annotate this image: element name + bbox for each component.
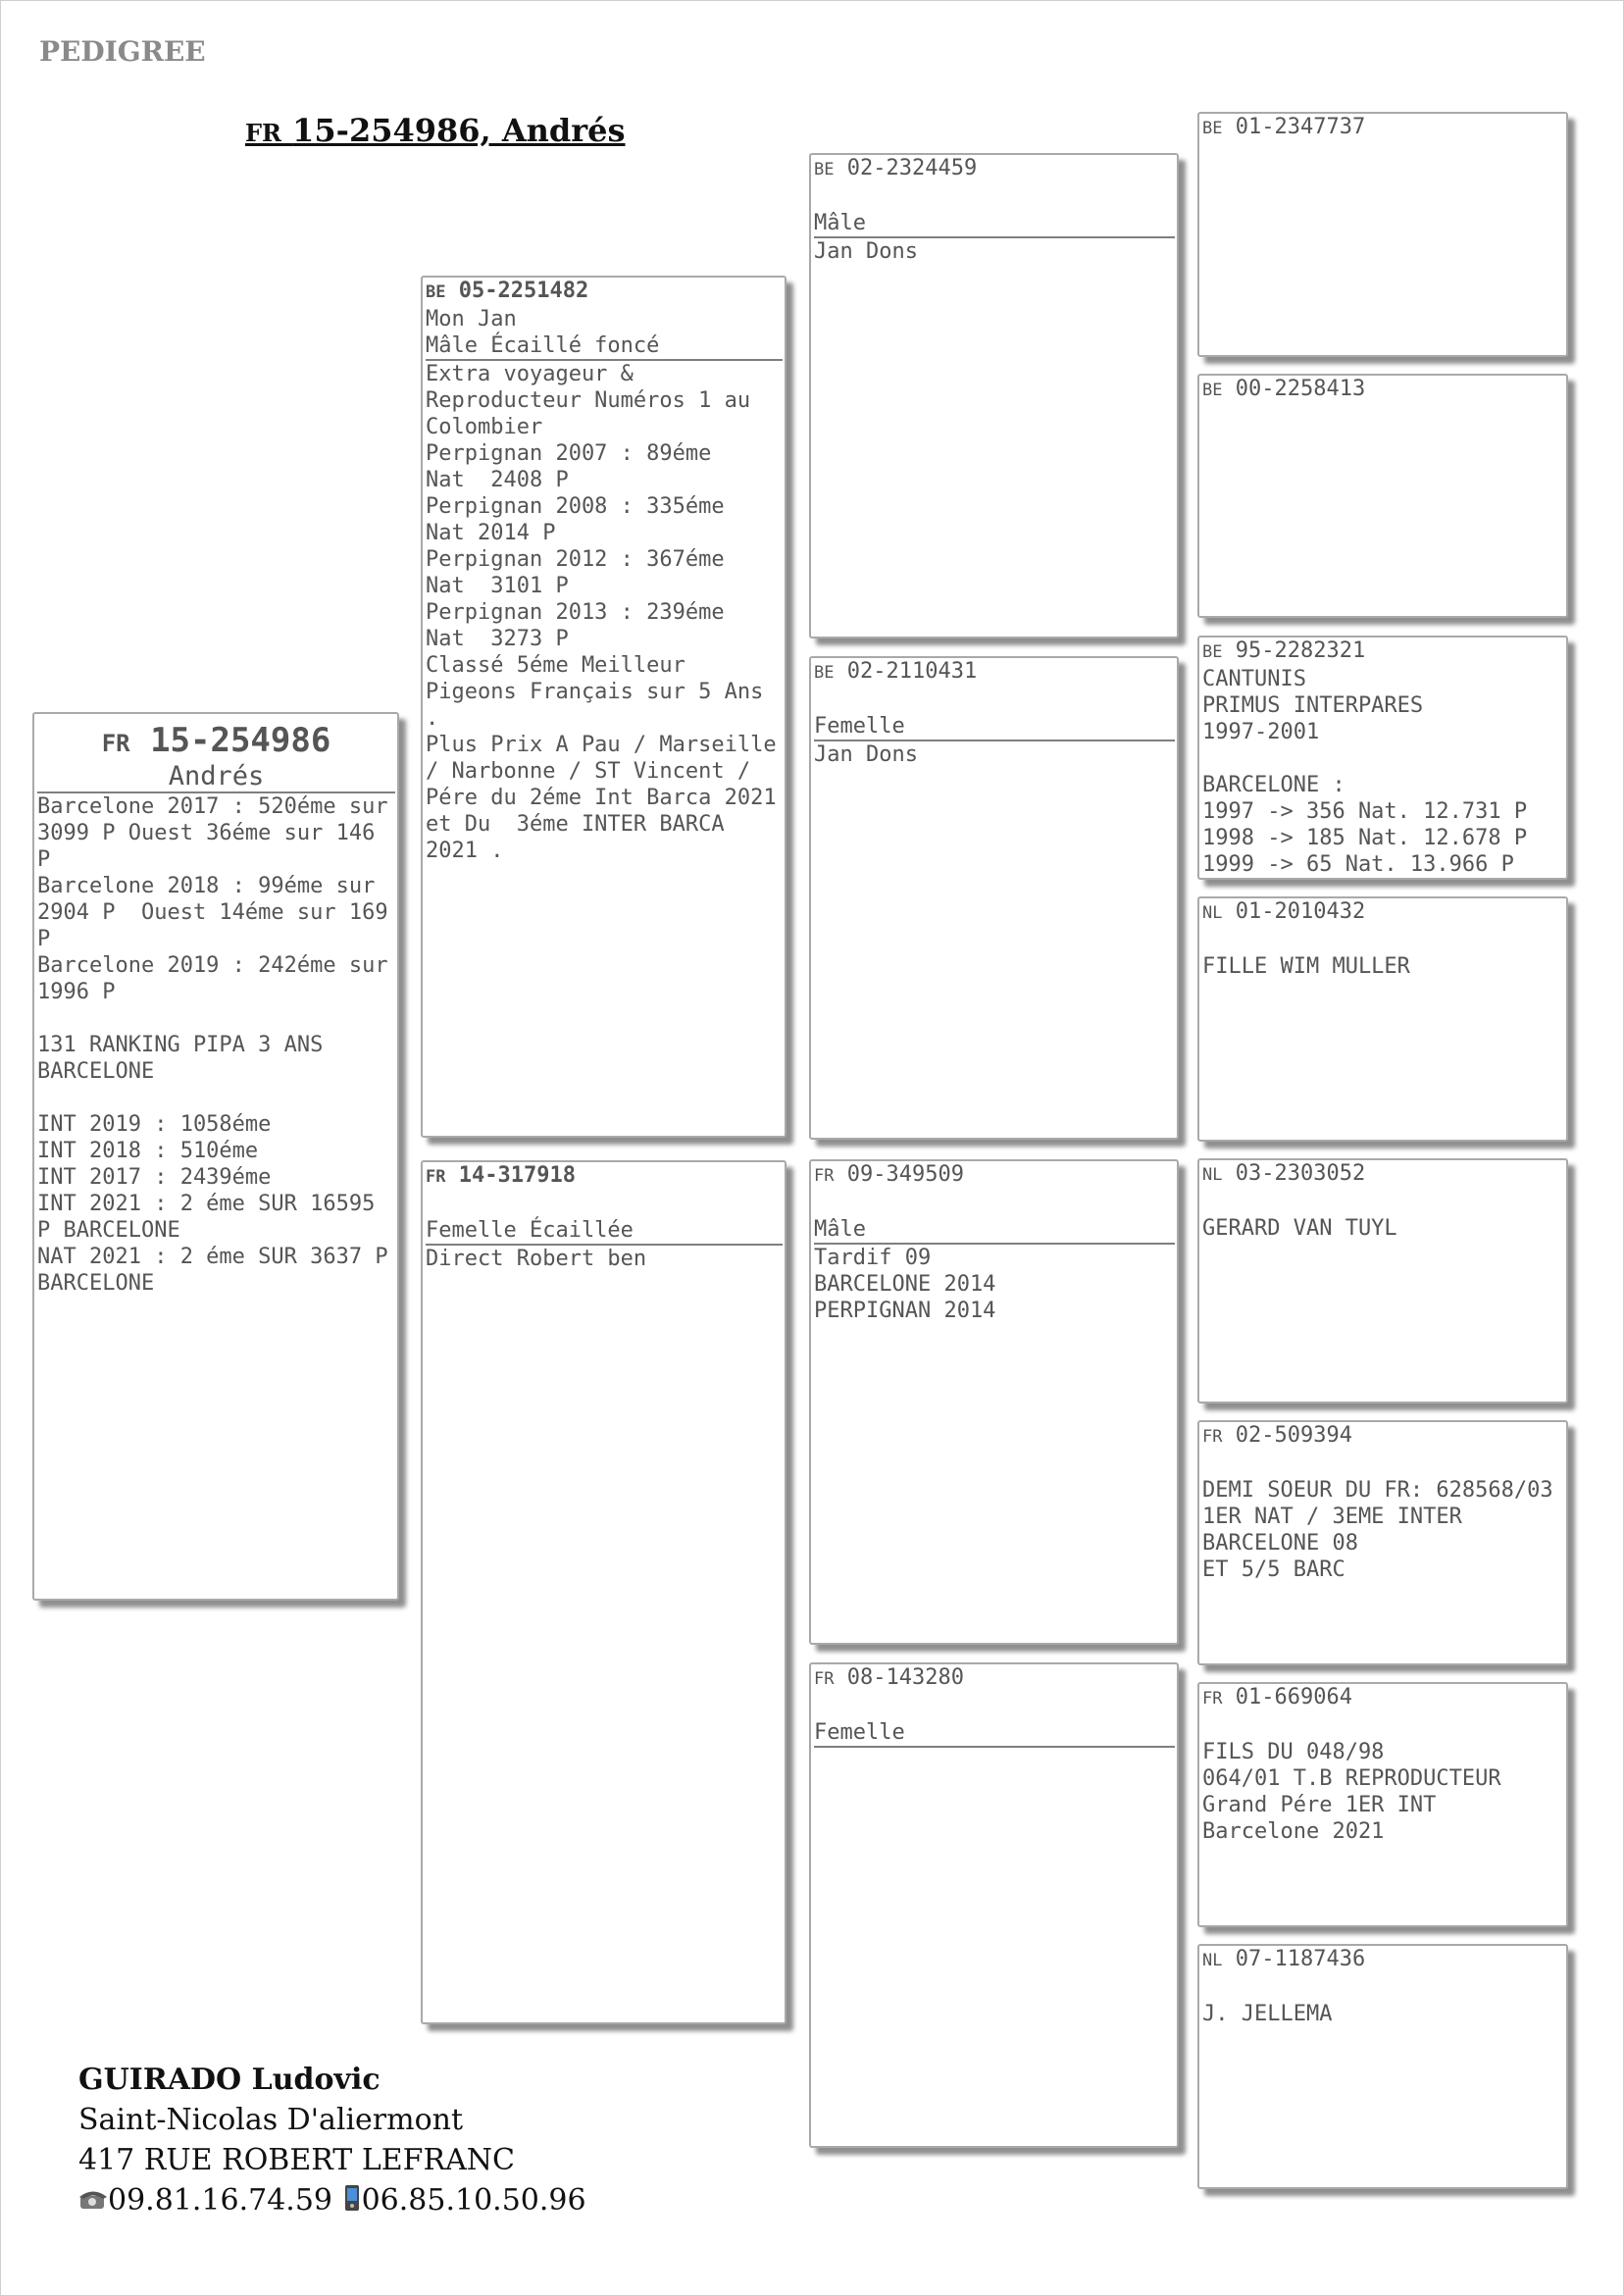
dam-sex: Femelle Écaillée	[426, 1217, 783, 1246]
dam-notes: Direct Robert ben	[426, 1247, 647, 1271]
great-grandparent-ring: 95-2282321	[1235, 638, 1366, 663]
great-grandparent-notes: FILS DU 048/98 064/01 T.B REPRODUCTEUR Grand Pére 1ER INT Barcelone 2021	[1202, 1740, 1501, 1844]
owner-city: Saint-Nicolas D'aliermont	[78, 2103, 464, 2137]
grandparent-header	[814, 1161, 1175, 1190]
page-label: PEDIGREE	[39, 35, 206, 68]
great-grandparent-header	[1202, 898, 1564, 927]
grandparent-ring: 02-2324459	[846, 156, 978, 180]
subject-country: FR	[101, 730, 130, 757]
sire-notes: Extra voyageur & Reproducteur Numéros 1 au Colombier Perpignan 2007 : 89éme Nat 2408 P Perpignan 2008 : 335éme Nat 2014 P Perpignan 2012 : 367éme Nat 3101 P Perpignan 2013 : 239éme Nat 3273 P Classé 5éme Meilleur Pigeons Français sur 5 Ans . Plus Prix A Pau / Marseille / Narbonne / ST Vincent / Pére du 2éme Int Barca 2021 et Du 3éme INTER BARCA 2021 .	[426, 362, 777, 863]
great-grandparent-header	[1202, 638, 1564, 666]
grandparent-country: FR	[814, 1669, 835, 1689]
grandparent-sex: Mâle	[814, 1216, 1175, 1245]
grandparent-ring: 08-143280	[846, 1665, 964, 1690]
grandparent-notes: Tardif 09 BARCELONE 2014 PERPIGNAN 2014	[814, 1246, 996, 1323]
great-grandparent-card	[1197, 1944, 1568, 2189]
great-grandparent-ring: 02-509394	[1235, 1423, 1352, 1448]
grandparent-country: BE	[814, 663, 835, 683]
great-grandparent-ring: 01-2010432	[1235, 899, 1366, 924]
great-grandparent-country: FR	[1202, 1427, 1223, 1447]
sire-card	[421, 276, 787, 1138]
great-grandparent-country: NL	[1202, 903, 1223, 923]
great-grandparent-card	[1197, 896, 1568, 1142]
grandparent-country: BE	[814, 160, 835, 179]
great-grandparent-ring: 01-669064	[1235, 1685, 1352, 1709]
grandparent-country: FR	[814, 1166, 835, 1186]
owner-phones	[78, 2180, 586, 2220]
great-grandparent-card	[1197, 112, 1568, 357]
great-grandparent-notes: FILLE WIM MULLER	[1202, 954, 1410, 979]
great-grandparent-notes: DEMI SOEUR DU FR: 628568/03 1ER NAT / 3EME INTER BARCELONE 08 ET 5/5 BARC	[1202, 1478, 1553, 1582]
great-grandparent-country: BE	[1202, 642, 1223, 662]
great-grandparent-country: FR	[1202, 1689, 1223, 1709]
dam-ring: 14-317918	[458, 1163, 576, 1188]
grandparent-sex: Femelle	[814, 1719, 1175, 1748]
sire-sex: Mâle Écaillé foncé	[426, 332, 783, 361]
great-grandparent-ring: 01-2347737	[1235, 115, 1366, 139]
grandparent-header	[814, 155, 1175, 183]
dam-country: FR	[426, 1167, 446, 1187]
grandparent-card	[809, 1662, 1179, 2148]
great-grandparent-ring: 07-1187436	[1235, 1947, 1366, 1971]
grandparent-name-blank	[814, 183, 1175, 210]
grandparent-header	[814, 1664, 1175, 1693]
subject-card	[32, 712, 399, 1601]
dam-card	[421, 1160, 787, 2024]
grandparent-sex: Mâle	[814, 210, 1175, 238]
great-grandparent-ring: 03-2303052	[1235, 1161, 1366, 1186]
great-grandparent-header	[1202, 1160, 1564, 1189]
great-grandparent-card	[1197, 374, 1568, 618]
subject-name: Andrés	[37, 762, 395, 793]
great-grandparent-country: BE	[1202, 381, 1223, 400]
title-country: FR	[245, 119, 281, 147]
owner-address: 417 RUE ROBERT LEFRANC	[78, 2143, 515, 2177]
great-grandparent-header	[1202, 376, 1564, 404]
title-ring: 15-254986, Andrés	[292, 112, 626, 149]
grandparent-ring: 02-2110431	[846, 659, 978, 684]
grandparent-name-blank	[814, 687, 1175, 713]
great-grandparent-country: BE	[1202, 119, 1223, 138]
grandparent-ring: 09-349509	[846, 1162, 964, 1187]
subject-ring: 15-254986	[150, 721, 331, 760]
sire-header	[426, 278, 783, 306]
great-grandparent-country: NL	[1202, 1165, 1223, 1185]
great-grandparent-card	[1197, 1682, 1568, 1927]
great-grandparent-notes: GERARD VAN TUYL	[1202, 1216, 1397, 1241]
subject-header	[37, 722, 395, 762]
owner-mobile: 06.85.10.50.96	[361, 2183, 586, 2218]
grandparent-card	[809, 153, 1179, 638]
grandparent-name-blank	[814, 1693, 1175, 1719]
owner-phone: 09.81.16.74.59	[108, 2183, 333, 2218]
great-grandparent-card	[1197, 636, 1568, 880]
great-grandparent-country: NL	[1202, 1951, 1223, 1970]
owner-block	[78, 2060, 586, 2220]
grandparent-name-blank	[814, 1190, 1175, 1216]
grandparent-header	[814, 658, 1175, 687]
great-grandparent-header	[1202, 114, 1564, 142]
grandparent-sex: Femelle	[814, 713, 1175, 741]
grandparent-card	[809, 1159, 1179, 1645]
great-grandparent-notes: J. JELLEMA	[1202, 2002, 1333, 2026]
subject-notes: Barcelone 2017 : 520éme sur 3099 P Ouest 36éme sur 146 P Barcelone 2018 : 99éme sur 2904 P Ouest 14éme sur 169 P Barcelone 2019 : 242éme sur 1996 P 131 RANKING PIPA 3 ANS BARCELONE INT 2019 : 1058éme INT 2018 : 510éme INT 2017 : 2439éme INT 2021 : 2 éme SUR 16595 P BARCELONE NAT 2021 : 2 éme SUR 3637 P BARCELONE	[37, 794, 388, 1296]
great-grandparent-card	[1197, 1158, 1568, 1403]
telephone-icon	[78, 2188, 108, 2212]
sire-name: Mon Jan	[426, 307, 517, 332]
grandparent-notes: Jan Dons	[814, 239, 918, 264]
great-grandparent-header	[1202, 1684, 1564, 1712]
mobile-phone-icon	[342, 2184, 362, 2212]
great-grandparent-header	[1202, 1422, 1564, 1451]
great-grandparent-notes: CANTUNIS PRIMUS INTERPARES 1997-2001 BARCELONE : 1997 -> 356 Nat. 12.731 P 1998 -> 185 Nat. 12.678 P 1999 -> 65 Nat. 13.966 P	[1202, 667, 1528, 877]
dam-name-blank	[426, 1191, 783, 1217]
grandparent-card	[809, 656, 1179, 1140]
pedigree-title	[245, 112, 626, 149]
sire-country: BE	[426, 282, 446, 302]
great-grandparent-ring: 00-2258413	[1235, 377, 1366, 401]
dam-header	[426, 1162, 783, 1191]
great-grandparent-card	[1197, 1420, 1568, 1665]
owner-name: GUIRADO Ludovic	[78, 2063, 381, 2097]
great-grandparent-header	[1202, 1946, 1564, 1974]
sire-ring: 05-2251482	[458, 279, 589, 303]
grandparent-notes: Jan Dons	[814, 742, 918, 767]
